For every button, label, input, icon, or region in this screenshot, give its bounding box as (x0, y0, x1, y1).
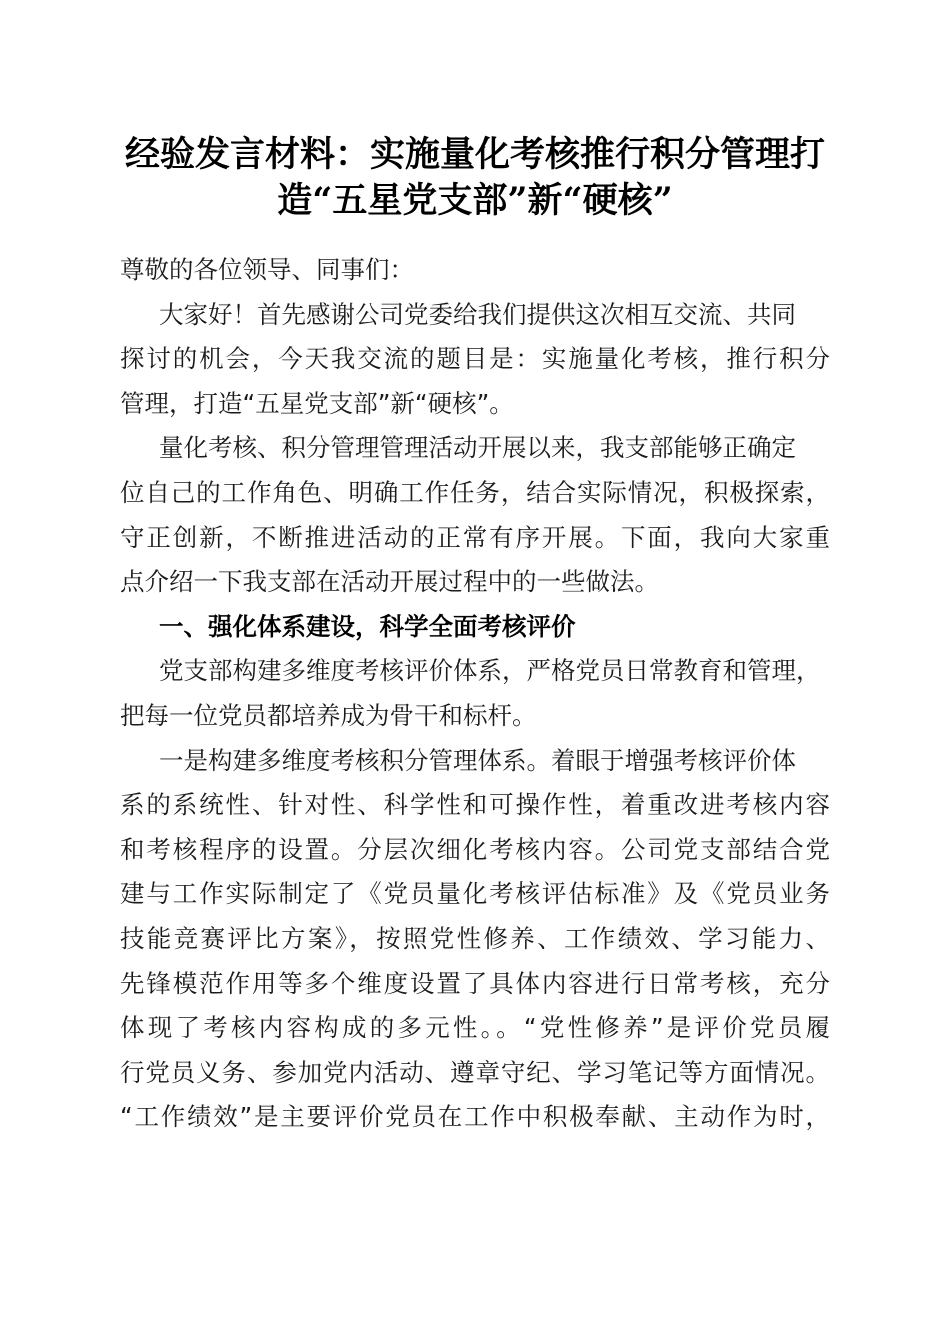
paragraph-line: 体现了考核内容构成的多元性。。“党性修养”是评价党员履 (120, 1013, 830, 1043)
paragraph-line: 守正创新，不断推进活动的正常有序开展。下面，我向大家重 (120, 522, 830, 552)
paragraph-line: 和考核程序的设置。分层次细化考核内容。公司党支部结合党 (120, 834, 830, 864)
paragraph-line: 党支部构建多维度考核评价体系，严格党员日常教育和管理， (159, 656, 821, 686)
document-title (110, 132, 840, 224)
title-line-1: 经验发言材料：实施量化考核推行积分管理打 (124, 134, 825, 175)
paragraph-line: 位自己的工作角色、明确工作任务，结合实际情况，积极探索， (120, 477, 830, 507)
paragraph-line: 行党员义务、参加党内活动、遵章守纪、学习笔记等方面情况。 (120, 1057, 830, 1087)
paragraph-line: 建与工作实际制定了《党员量化考核评估标准》及《党员业务 (120, 879, 830, 909)
paragraph-line: 大家好！首先感谢公司党委给我们提供这次相互交流、共同 (159, 299, 796, 329)
paragraph-line: 探讨的机会，今天我交流的题目是：实施量化考核，推行积分 (120, 344, 830, 374)
paragraph-line: 把每一位党员都培养成为骨干和标杆。 (120, 700, 537, 730)
paragraph-line: 一是构建多维度考核积分管理体系。着眼于增强考核评价体 (159, 745, 796, 775)
paragraph-line: “工作绩效”是主要评价党员在工作中积极奉献、主动作为时， (120, 1102, 830, 1132)
title-line-2: 造“五星党支部”新“硬核” (277, 180, 673, 221)
section-heading: 一、强化体系建设，科学全面考核评价 (159, 611, 576, 641)
paragraph-line: 系的系统性、针对性、科学性和可操作性，着重改进考核内容 (120, 790, 830, 820)
paragraph-line: 点介绍一下我支部在活动开展过程中的一些做法。 (120, 567, 659, 597)
document-body (120, 248, 830, 1140)
paragraph-line: 管理，打造“五星党支部”新“硬核”。 (120, 388, 514, 418)
salutation: 尊敬的各位领导、同事们： (120, 255, 414, 284)
paragraph-line: 技能竞赛评比方案》，按照党性修养、工作绩效、学习能力、 (120, 923, 830, 953)
paragraph-line: 先锋模范作用等多个维度设置了具体内容进行日常考核，充分 (120, 968, 830, 998)
paragraph-line: 量化考核、积分管理管理活动开展以来，我支部能够正确定 (159, 433, 796, 463)
